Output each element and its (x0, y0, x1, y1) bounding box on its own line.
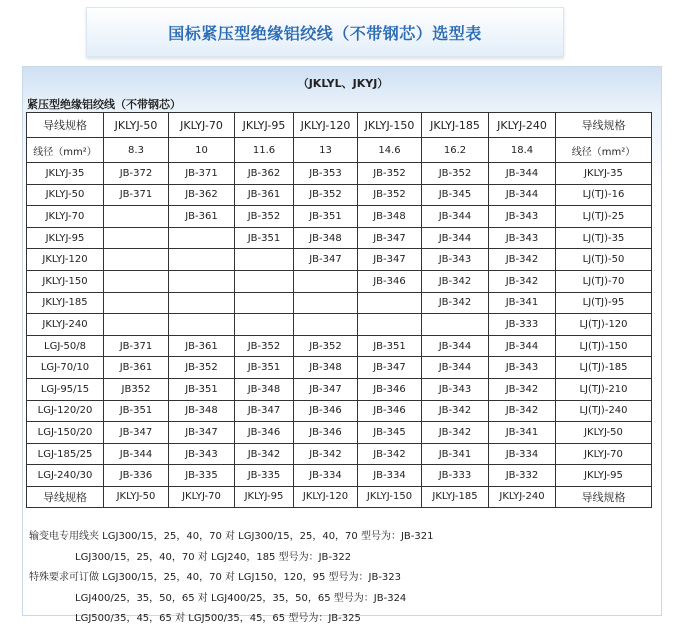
clamp-model-cell: JB-333 (422, 465, 489, 487)
clamp-model-cell: JB352 (104, 378, 169, 400)
row-spec-cell: LJ(TJ)-95 (556, 292, 652, 314)
clamp-model-cell: JB-342 (422, 400, 489, 422)
clamp-model-cell: 10 (169, 138, 235, 163)
table-row (27, 422, 652, 444)
clamp-model-cell (422, 314, 489, 336)
clamp-model-cell (169, 227, 235, 249)
clamp-model-cell: JB-335 (169, 465, 235, 487)
clamp-model-cell: JKLYJ-240 (489, 113, 556, 138)
clamp-model-cell: JB-361 (235, 184, 294, 206)
clamp-model-cell: JB-348 (294, 357, 358, 379)
clamp-model-cell: JB-344 (422, 227, 489, 249)
clamp-model-cell: JB-347 (358, 357, 422, 379)
table-row (27, 249, 652, 271)
row-header-cell: JKLYJ-50 (27, 184, 104, 206)
clamp-model-cell: JB-336 (104, 465, 169, 487)
table-row (27, 184, 652, 206)
clamp-model-cell: JB-332 (489, 465, 556, 487)
clamp-model-cell: JB-342 (235, 443, 294, 465)
clamp-model-cell: JB-346 (235, 422, 294, 444)
clamp-model-cell: JB-351 (358, 335, 422, 357)
row-spec-cell: LJ(TJ)-150 (556, 335, 652, 357)
table-row (27, 357, 652, 379)
clamp-model-cell: JB-348 (358, 206, 422, 228)
clamp-model-cell: JB-371 (104, 184, 169, 206)
clamp-model-cell: JB-344 (489, 163, 556, 185)
clamp-model-cell: JKLYJ-120 (294, 113, 358, 138)
row-header-cell: JKLYJ-120 (27, 249, 104, 271)
clamp-model-cell: JB-334 (358, 465, 422, 487)
row-header-cell: LGJ-70/10 (27, 357, 104, 379)
row-header-cell: 线径（mm²） (27, 138, 104, 163)
clamp-model-cell: JB-347 (169, 422, 235, 444)
row-header-cell: LGJ-50/8 (27, 335, 104, 357)
clamp-model-cell: JB-343 (169, 443, 235, 465)
row-header-cell: JKLYJ-150 (27, 270, 104, 292)
clamp-model-cell: JKLYJ-95 (235, 486, 294, 507)
clamp-model-cell (104, 206, 169, 228)
clamp-model-cell: JB-344 (104, 443, 169, 465)
clamp-model-cell (358, 292, 422, 314)
row-spec-cell: JKLYJ-70 (556, 443, 652, 465)
row-spec-cell: LJ(TJ)-16 (556, 184, 652, 206)
clamp-model-cell (169, 314, 235, 336)
clamp-model-cell (235, 314, 294, 336)
clamp-model-cell: JB-346 (358, 270, 422, 292)
clamp-model-cell (169, 270, 235, 292)
clamp-model-cell: JB-341 (422, 443, 489, 465)
note-line: 特殊要求可订做 LGJ300/15，25，40，70 对 LGJ150，120，95 型号为：JB-323 (29, 572, 402, 583)
clamp-model-cell: JB-346 (294, 400, 358, 422)
row-spec-cell: 导线规格 (556, 113, 652, 138)
row-spec-cell: LJ(TJ)-240 (556, 400, 652, 422)
clamp-model-cell: JB-352 (235, 335, 294, 357)
clamp-model-cell: 8.3 (104, 138, 169, 163)
row-spec-cell: JKLYJ-35 (556, 163, 652, 185)
clamp-model-cell: JB-347 (358, 227, 422, 249)
clamp-model-cell: JB-343 (489, 357, 556, 379)
clamp-model-cell: JB-334 (294, 465, 358, 487)
row-header-cell: LGJ-95/15 (27, 378, 104, 400)
clamp-model-cell: JKLYJ-150 (358, 486, 422, 507)
clamp-model-cell: JB-344 (489, 184, 556, 206)
clamp-model-cell (235, 292, 294, 314)
clamp-model-cell (104, 227, 169, 249)
note-line: 输变电专用线夹 LGJ300/15，25，40，70 对 LGJ300/15，25，40，70 型号为：JB-321 (29, 531, 434, 542)
row-spec-cell: 线径（mm²） (556, 138, 652, 163)
clamp-model-cell: JB-351 (235, 357, 294, 379)
clamp-model-cell: 14.6 (358, 138, 422, 163)
row-spec-cell: 导线规格 (556, 486, 652, 507)
clamp-model-cell: JB-342 (422, 270, 489, 292)
clamp-model-cell (169, 292, 235, 314)
table-row (27, 443, 652, 465)
notes-block (29, 527, 433, 627)
clamp-model-cell: JB-347 (294, 378, 358, 400)
clamp-model-cell: JB-351 (235, 227, 294, 249)
clamp-model-cell: JB-347 (235, 400, 294, 422)
clamp-model-cell: JB-352 (358, 163, 422, 185)
clamp-model-cell (235, 249, 294, 271)
clamp-model-cell: JB-352 (169, 357, 235, 379)
table-footer-row (27, 486, 652, 507)
clamp-model-cell: JB-346 (358, 400, 422, 422)
row-header-cell: 导线规格 (27, 486, 104, 507)
clamp-model-cell: JB-333 (489, 314, 556, 336)
clamp-model-cell: JB-352 (358, 184, 422, 206)
row-spec-cell: JKLYJ-50 (556, 422, 652, 444)
clamp-model-cell: JB-362 (169, 184, 235, 206)
spec-panel (22, 66, 662, 624)
diameter-row (27, 138, 652, 163)
clamp-model-cell: JB-342 (489, 400, 556, 422)
table-header-row (27, 113, 652, 138)
table-row (27, 378, 652, 400)
row-spec-cell: LJ(TJ)-25 (556, 206, 652, 228)
clamp-model-cell: JKLYJ-50 (104, 486, 169, 507)
clamp-model-cell: JB-352 (422, 163, 489, 185)
table-row (27, 227, 652, 249)
clamp-model-cell: JB-342 (422, 292, 489, 314)
clamp-model-cell: JB-347 (358, 249, 422, 271)
clamp-model-cell: JB-352 (294, 335, 358, 357)
clamp-model-cell (294, 314, 358, 336)
row-spec-cell: LJ(TJ)-70 (556, 270, 652, 292)
clamp-model-cell: JKLYJ-120 (294, 486, 358, 507)
clamp-model-cell: JKLYJ-150 (358, 113, 422, 138)
clamp-model-cell: JB-362 (235, 163, 294, 185)
table-row (27, 465, 652, 487)
clamp-model-cell (169, 249, 235, 271)
table-row (27, 270, 652, 292)
selection-table (26, 112, 652, 508)
table-row (27, 335, 652, 357)
note-line: LGJ300/15，25，40，70 对 LGJ240，185 型号为：JB-322 (75, 551, 352, 563)
clamp-model-cell: JB-352 (294, 184, 358, 206)
clamp-model-cell (104, 314, 169, 336)
row-header-cell: JKLYJ-95 (27, 227, 104, 249)
clamp-model-cell: JB-344 (422, 357, 489, 379)
table-row (27, 292, 652, 314)
clamp-model-cell: JB-335 (235, 465, 294, 487)
clamp-model-cell: 11.6 (235, 138, 294, 163)
clamp-model-cell: JB-334 (489, 443, 556, 465)
clamp-model-cell: JB-343 (489, 227, 556, 249)
row-header-cell: LGJ-185/25 (27, 443, 104, 465)
table-row (27, 314, 652, 336)
row-spec-cell: LJ(TJ)-35 (556, 227, 652, 249)
clamp-model-cell: JB-348 (294, 227, 358, 249)
clamp-model-cell: 16.2 (422, 138, 489, 163)
clamp-model-cell: JKLYJ-185 (422, 113, 489, 138)
clamp-model-cell: JB-372 (104, 163, 169, 185)
clamp-model-cell: JB-344 (489, 335, 556, 357)
table-row (27, 400, 652, 422)
clamp-model-cell: JB-345 (422, 184, 489, 206)
clamp-model-cell: JKLYJ-70 (169, 486, 235, 507)
clamp-model-cell: JB-346 (294, 422, 358, 444)
section-label: 紧压型绝缘铝绞线（不带钢芯） (27, 98, 181, 111)
clamp-model-cell: JB-347 (104, 422, 169, 444)
row-spec-cell: JKLYJ-95 (556, 465, 652, 487)
note-line: LGJ500/35，45，65 对 LGJ500/35，45，65 型号为：JB-325 (75, 613, 361, 624)
clamp-model-cell: JKLYJ-185 (422, 486, 489, 507)
clamp-model-cell: JB-342 (489, 378, 556, 400)
clamp-model-cell: JB-361 (169, 335, 235, 357)
clamp-model-cell: JB-348 (169, 400, 235, 422)
clamp-model-cell: JB-343 (489, 206, 556, 228)
row-spec-cell: LJ(TJ)-185 (556, 357, 652, 379)
row-header-cell: LGJ-150/20 (27, 422, 104, 444)
clamp-model-cell: JB-348 (235, 378, 294, 400)
clamp-model-cell (294, 270, 358, 292)
row-spec-cell: LJ(TJ)-120 (556, 314, 652, 336)
clamp-model-cell: JB-351 (169, 378, 235, 400)
table-row (27, 163, 652, 185)
row-header-cell: JKLYJ-70 (27, 206, 104, 228)
row-header-cell: JKLYJ-240 (27, 314, 104, 336)
clamp-model-cell: JB-352 (235, 206, 294, 228)
clamp-model-cell: JB-341 (489, 292, 556, 314)
clamp-model-cell: JB-345 (358, 422, 422, 444)
clamp-model-cell: JB-344 (422, 335, 489, 357)
clamp-model-cell: JB-346 (358, 378, 422, 400)
clamp-model-cell: JB-341 (489, 422, 556, 444)
row-spec-cell: LJ(TJ)-210 (556, 378, 652, 400)
clamp-model-cell: JKLYJ-240 (489, 486, 556, 507)
clamp-model-cell: JB-351 (294, 206, 358, 228)
clamp-model-cell: JB-353 (294, 163, 358, 185)
clamp-model-cell: JB-342 (422, 422, 489, 444)
clamp-model-cell: JB-342 (489, 249, 556, 271)
clamp-model-cell (294, 292, 358, 314)
clamp-model-cell: 18.4 (489, 138, 556, 163)
clamp-model-cell (235, 270, 294, 292)
clamp-model-cell: JB-343 (422, 249, 489, 271)
clamp-model-cell (104, 270, 169, 292)
clamp-model-cell: JB-342 (358, 443, 422, 465)
clamp-model-cell (104, 249, 169, 271)
note-line: LGJ400/25，35，50，65 对 LGJ400/25，35，50，65 型号为：JB-324 (75, 592, 407, 604)
clamp-model-cell: JB-347 (294, 249, 358, 271)
clamp-model-cell: JB-361 (169, 206, 235, 228)
clamp-model-cell: 13 (294, 138, 358, 163)
row-header-cell: JKLYJ-185 (27, 292, 104, 314)
clamp-model-cell: JB-343 (422, 378, 489, 400)
row-header-cell: LGJ-120/20 (27, 400, 104, 422)
table-row (27, 206, 652, 228)
model-subtitle: （JKLYL、JKYJ） (297, 77, 389, 90)
clamp-model-cell (104, 292, 169, 314)
clamp-model-cell: JB-361 (104, 357, 169, 379)
clamp-model-cell: JB-342 (489, 270, 556, 292)
clamp-model-cell: JB-344 (422, 206, 489, 228)
clamp-model-cell: JKLYJ-70 (169, 113, 235, 138)
row-header-cell: JKLYJ-35 (27, 163, 104, 185)
clamp-model-cell: JB-342 (294, 443, 358, 465)
title-banner (86, 7, 564, 57)
clamp-model-cell: JB-351 (104, 400, 169, 422)
clamp-model-cell (358, 314, 422, 336)
clamp-model-cell: JB-371 (104, 335, 169, 357)
row-spec-cell: LJ(TJ)-50 (556, 249, 652, 271)
row-header-cell: LGJ-240/30 (27, 465, 104, 487)
row-header-cell: 导线规格 (27, 113, 104, 138)
clamp-model-cell: JKLYJ-95 (235, 113, 294, 138)
page-title: 国标紧压型绝缘铝绞线（不带钢芯）选型表 (168, 23, 482, 43)
clamp-model-cell: JKLYJ-50 (104, 113, 169, 138)
clamp-model-cell: JB-371 (169, 163, 235, 185)
